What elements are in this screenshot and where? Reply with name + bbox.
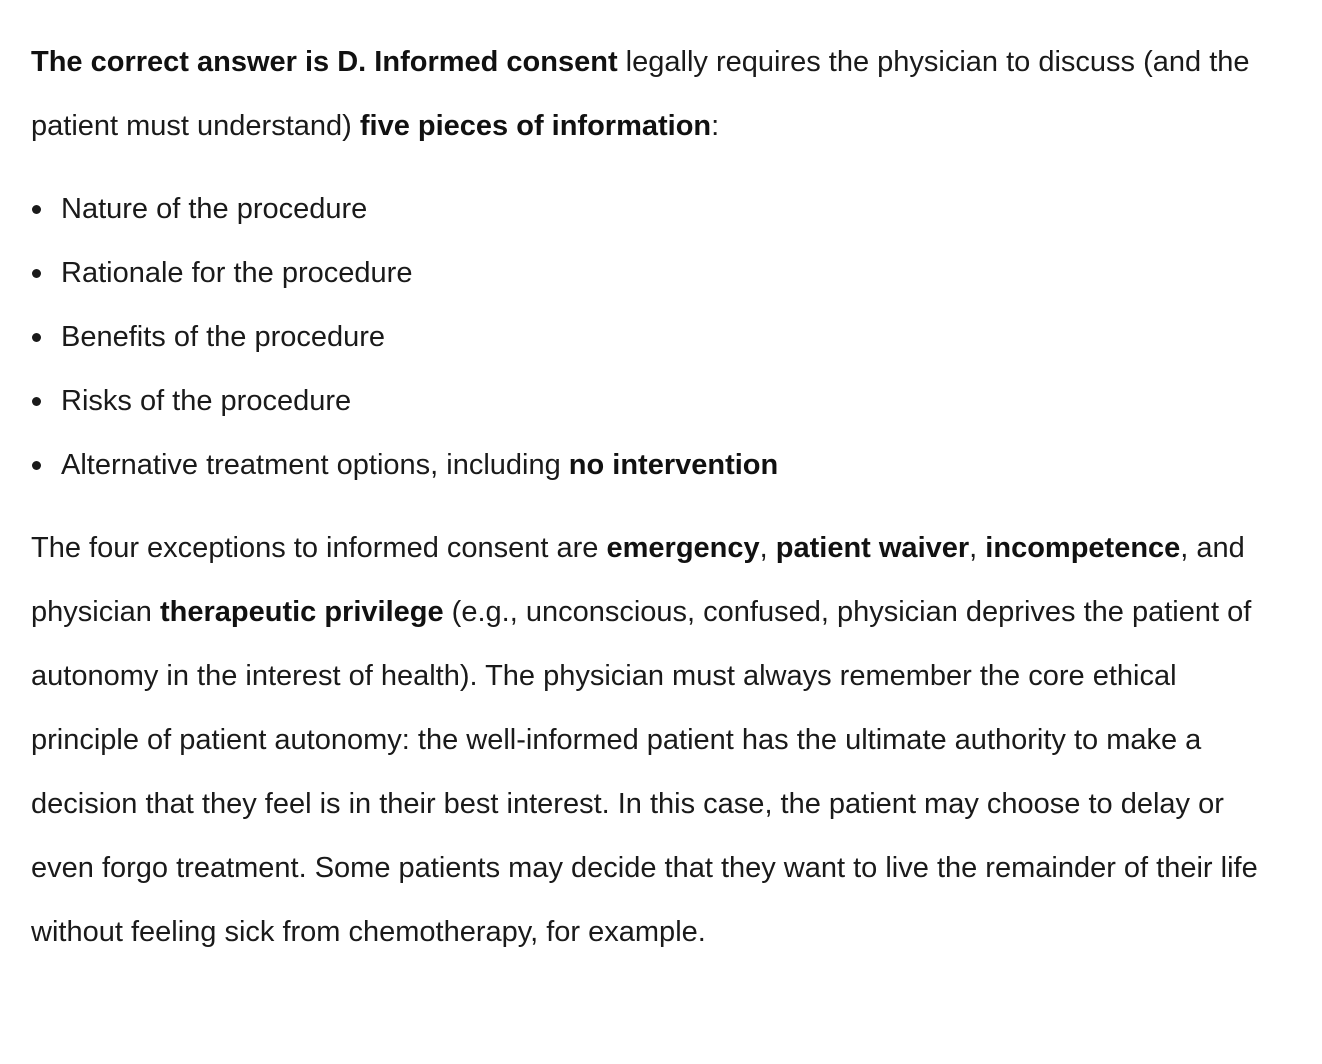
text-segment: , and physician [31, 532, 1245, 628]
list-item-label: Alternative treatment options, including [61, 449, 569, 481]
list-item [31, 177, 1271, 241]
bold-segment: five pieces of information [359, 110, 712, 142]
list-item-label: Risks of the procedure [61, 385, 352, 417]
list-item-label: Benefits of the procedure [61, 321, 386, 353]
text-segment: , [759, 532, 776, 564]
list-item-label: Nature of the procedure [61, 193, 368, 225]
text-segment: : [711, 110, 720, 142]
list-item-label: Rationale for the procedure [61, 257, 413, 289]
bullet-icon [32, 397, 41, 406]
exceptions-paragraph [31, 516, 1271, 964]
information-list [31, 177, 1271, 497]
text-segment: , [969, 532, 986, 564]
list-item [31, 305, 1271, 369]
bold-segment: incompetence [985, 532, 1181, 564]
answer-paragraph [31, 30, 1271, 158]
list-item [31, 369, 1271, 433]
bullet-icon [32, 461, 41, 470]
bold-segment: patient waiver [775, 532, 970, 564]
text-segment: (e.g., unconscious, confused, physician deprives the patient of autonomy in the interest of health). The physician must always remember the core ethical principle of patient autonomy: the well-informed patient has the ultimate authority to make a decision that they feel is in their best interest. In this case, the patient may choose to delay or even forgo treatment. Some patients may decide that they want to live the remainder of their life without feeling sick from chemotherapy, for example. [31, 596, 1258, 948]
explanation-document [31, 30, 1271, 964]
bold-segment: no intervention [568, 449, 779, 481]
list-item [31, 241, 1271, 305]
bullet-icon [32, 333, 41, 342]
bold-segment: therapeutic privilege [159, 596, 444, 628]
bold-segment: emergency [606, 532, 760, 564]
bullet-icon [32, 269, 41, 278]
list-item [31, 433, 1271, 497]
text-segment: The four exceptions to informed consent are [31, 532, 607, 564]
correct-answer-text: The correct answer is D. Informed consent [31, 46, 618, 78]
text-segment: legally requires the physician to discuss (and the patient must understand) [31, 46, 1250, 142]
bullet-icon [32, 205, 41, 214]
